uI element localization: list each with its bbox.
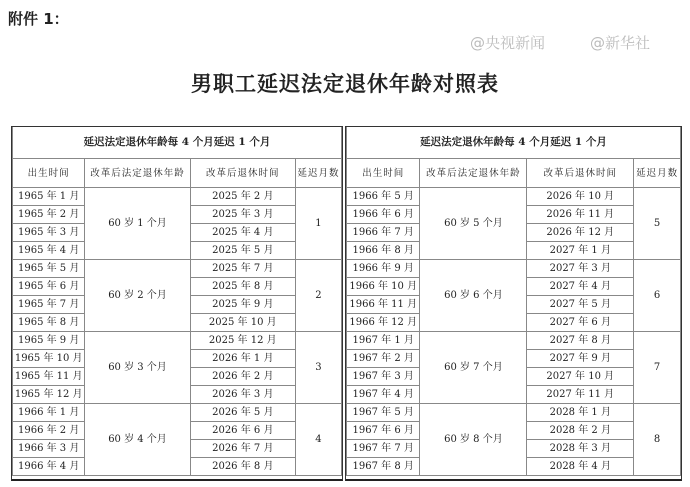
birth-date-cell: 1965 年 2 月 [13, 206, 85, 224]
retirement-date-cell: 2026 年 5 月 [190, 404, 295, 422]
birth-date-cell: 1965 年 4 月 [13, 242, 85, 260]
birth-date-cell: 1966 年 1 月 [13, 404, 85, 422]
retirement-date-cell: 2026 年 8 月 [190, 458, 295, 476]
retirement-date-cell: 2027 年 10 月 [527, 368, 634, 386]
retirement-age-cell: 60 岁 2 个月 [85, 260, 190, 332]
watermark-xinhua: @新华社 [590, 34, 651, 52]
retirement-date-cell: 2026 年 12 月 [527, 224, 634, 242]
retirement-date-cell: 2027 年 5 月 [527, 296, 634, 314]
birth-date-cell: 1967 年 7 月 [347, 440, 420, 458]
birth-date-cell: 1966 年 4 月 [13, 458, 85, 476]
column-header: 改革后退休时间 [527, 159, 634, 188]
birth-date-cell: 1967 年 5 月 [347, 404, 420, 422]
delay-months-cell: 4 [295, 404, 341, 476]
birth-date-cell: 1967 年 6 月 [347, 422, 420, 440]
table-caption: 延迟法定退休年龄每 4 个月延迟 1 个月 [13, 127, 342, 159]
retirement-date-cell: 2026 年 3 月 [190, 386, 295, 404]
birth-date-cell: 1965 年 3 月 [13, 224, 85, 242]
retirement-age-cell: 60 岁 3 个月 [85, 332, 190, 404]
retirement-date-cell: 2028 年 3 月 [527, 440, 634, 458]
retirement-date-cell: 2026 年 1 月 [190, 350, 295, 368]
retirement-date-cell: 2025 年 3 月 [190, 206, 295, 224]
retirement-date-cell: 2028 年 4 月 [527, 458, 634, 476]
birth-date-cell: 1965 年 7 月 [13, 296, 85, 314]
birth-date-cell: 1965 年 12 月 [13, 386, 85, 404]
retirement-date-cell: 2027 年 9 月 [527, 350, 634, 368]
birth-date-cell: 1965 年 6 月 [13, 278, 85, 296]
birth-date-cell: 1967 年 2 月 [347, 350, 420, 368]
delay-months-cell: 7 [634, 332, 681, 404]
comparison-table-right [345, 126, 682, 481]
table-row [13, 404, 342, 422]
table-row [347, 404, 681, 422]
retirement-date-cell: 2025 年 4 月 [190, 224, 295, 242]
delay-months-cell: 8 [634, 404, 681, 476]
retirement-date-cell: 2027 年 8 月 [527, 332, 634, 350]
retirement-age-cell: 60 岁 8 个月 [420, 404, 527, 476]
watermark-cctv: @央视新闻 [470, 34, 546, 52]
retirement-date-cell: 2027 年 4 月 [527, 278, 634, 296]
birth-date-cell: 1965 年 9 月 [13, 332, 85, 350]
birth-date-cell: 1965 年 11 月 [13, 368, 85, 386]
retirement-age-cell: 60 岁 1 个月 [85, 188, 190, 260]
retirement-date-cell: 2025 年 12 月 [190, 332, 295, 350]
delay-months-cell: 3 [295, 332, 341, 404]
retirement-date-cell: 2025 年 2 月 [190, 188, 295, 206]
birth-date-cell: 1966 年 12 月 [347, 314, 420, 332]
birth-date-cell: 1967 年 1 月 [347, 332, 420, 350]
birth-date-cell: 1966 年 11 月 [347, 296, 420, 314]
table-row [347, 332, 681, 350]
birth-date-cell: 1966 年 8 月 [347, 242, 420, 260]
delay-months-cell: 1 [295, 188, 341, 260]
table-row [347, 188, 681, 206]
retirement-date-cell: 2025 年 5 月 [190, 242, 295, 260]
birth-date-cell: 1965 年 8 月 [13, 314, 85, 332]
table-row [13, 332, 342, 350]
birth-date-cell: 1966 年 3 月 [13, 440, 85, 458]
column-header: 改革后法定退休年龄 [85, 159, 190, 188]
retirement-date-cell: 2025 年 9 月 [190, 296, 295, 314]
retirement-date-cell: 2027 年 3 月 [527, 260, 634, 278]
retirement-date-cell: 2026 年 11 月 [527, 206, 634, 224]
birth-date-cell: 1966 年 9 月 [347, 260, 420, 278]
birth-date-cell: 1965 年 5 月 [13, 260, 85, 278]
column-header: 改革后退休时间 [190, 159, 295, 188]
retirement-age-cell: 60 岁 4 个月 [85, 404, 190, 476]
retirement-date-cell: 2028 年 1 月 [527, 404, 634, 422]
column-header: 出生时间 [347, 159, 420, 188]
page-title: 男职工延迟法定退休年龄对照表 [191, 71, 499, 96]
attachment-label: 附件 1： [8, 10, 69, 28]
birth-date-cell: 1965 年 10 月 [13, 350, 85, 368]
birth-date-cell: 1966 年 5 月 [347, 188, 420, 206]
retirement-date-cell: 2028 年 2 月 [527, 422, 634, 440]
delay-months-cell: 2 [295, 260, 341, 332]
birth-date-cell: 1967 年 3 月 [347, 368, 420, 386]
birth-date-cell: 1967 年 8 月 [347, 458, 420, 476]
column-header: 延迟月数 [634, 159, 681, 188]
retirement-date-cell: 2025 年 7 月 [190, 260, 295, 278]
birth-date-cell: 1966 年 2 月 [13, 422, 85, 440]
column-header: 改革后法定退休年龄 [420, 159, 527, 188]
birth-date-cell: 1967 年 4 月 [347, 386, 420, 404]
delay-months-cell: 6 [634, 260, 681, 332]
birth-date-cell: 1966 年 6 月 [347, 206, 420, 224]
column-header: 出生时间 [13, 159, 85, 188]
retirement-age-cell: 60 岁 7 个月 [420, 332, 527, 404]
birth-date-cell: 1966 年 7 月 [347, 224, 420, 242]
table-caption: 延迟法定退休年龄每 4 个月延迟 1 个月 [347, 127, 681, 159]
birth-date-cell: 1965 年 1 月 [13, 188, 85, 206]
table-row [13, 188, 342, 206]
retirement-date-cell: 2025 年 8 月 [190, 278, 295, 296]
retirement-date-cell: 2025 年 10 月 [190, 314, 295, 332]
retirement-date-cell: 2026 年 6 月 [190, 422, 295, 440]
table-row [347, 260, 681, 278]
retirement-date-cell: 2027 年 6 月 [527, 314, 634, 332]
retirement-date-cell: 2026 年 2 月 [190, 368, 295, 386]
delay-months-cell: 5 [634, 188, 681, 260]
birth-date-cell: 1966 年 10 月 [347, 278, 420, 296]
retirement-date-cell: 2026 年 7 月 [190, 440, 295, 458]
table-row [13, 260, 342, 278]
column-header: 延迟月数 [295, 159, 341, 188]
retirement-age-cell: 60 岁 6 个月 [420, 260, 527, 332]
comparison-table-left [11, 126, 343, 481]
retirement-date-cell: 2026 年 10 月 [527, 188, 634, 206]
retirement-date-cell: 2027 年 1 月 [527, 242, 634, 260]
retirement-age-cell: 60 岁 5 个月 [420, 188, 527, 260]
retirement-date-cell: 2027 年 11 月 [527, 386, 634, 404]
